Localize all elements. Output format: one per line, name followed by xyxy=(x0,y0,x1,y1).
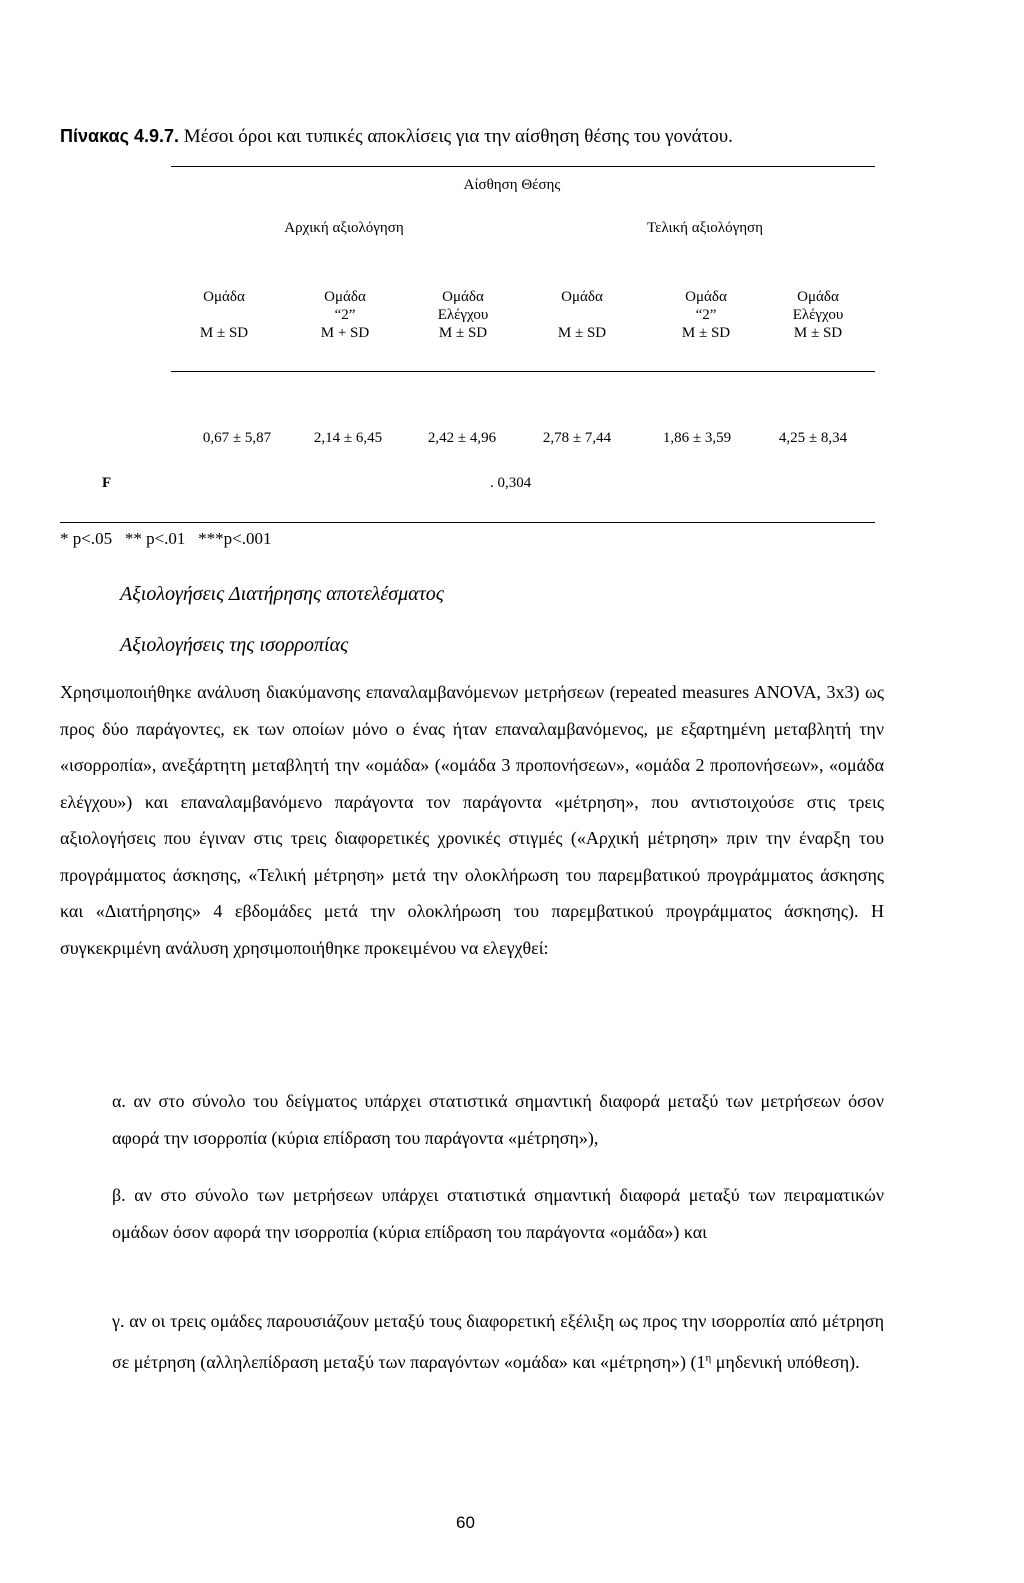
table-bottom-rule xyxy=(60,522,875,523)
column-header: Ομάδα “2” M ± SD xyxy=(681,289,731,341)
table-footnote: * p<.05 ** p<.01 ***p<.001 xyxy=(60,529,272,548)
list-item: β. αν στο σύνολο των μετρήσεων υπάρχει στατιστικά σημαντική διαφορά μεταξύ των πειραματικών ομάδων όσον αφορά την ισορροπία (κύρια επίδραση του παράγοντα «ομάδα») και xyxy=(112,1185,884,1242)
table-caption xyxy=(60,126,733,148)
table-cell: 1,86 ± 3,59 xyxy=(662,430,732,446)
table-caption-text: Μέσοι όροι και τυπικές αποκλίσεις για την αίσθηση θέσης του γονάτου. xyxy=(178,126,733,147)
page-number: 60 xyxy=(456,1513,475,1532)
table-cell: 2,14 ± 6,45 xyxy=(313,430,383,446)
column-header: Ομάδα “2” M + SD xyxy=(320,289,370,341)
f-value: . 0,304 xyxy=(490,475,532,491)
table-cell: 4,25 ± 8,34 xyxy=(778,430,848,446)
table-header-rule xyxy=(171,371,875,372)
column-header: Ομάδα M ± SD xyxy=(199,289,249,341)
table-cell: 0,67 ± 5,87 xyxy=(202,430,272,446)
group-header-initial: Αρχική αξιολόγηση xyxy=(284,220,404,236)
table-cell: 2,42 ± 4,96 xyxy=(427,430,497,446)
table-caption-label: Πίνακας 4.9.7. xyxy=(60,126,179,146)
column-header: Ομάδα Ελέγχου M ± SD xyxy=(437,289,489,341)
subsection-heading: Αξιολογήσεις της ισορροπίας xyxy=(120,634,349,656)
column-header: Ομάδα Ελέγχου M ± SD xyxy=(792,289,844,341)
f-label: F xyxy=(102,475,112,491)
column-header: Ομάδα M ± SD xyxy=(557,289,607,341)
table-cell: 2,78 ± 7,44 xyxy=(542,430,612,446)
list-item: α. αν στο σύνολο του δείγματος υπάρχει στατιστικά σημαντική διαφορά μεταξύ των μετρήσεων όσον αφορά την ισορροπία (κύρια επίδραση του παράγοντα «μέτρηση»), xyxy=(112,1091,884,1148)
table-super-header: Αίσθηση Θέσης xyxy=(463,177,561,193)
group-header-final: Τελική αξιολόγηση xyxy=(647,220,763,236)
section-heading: Αξιολογήσεις Διατήρησης αποτελέσματος xyxy=(120,583,444,605)
list-item: γ. αν οι τρεις ομάδες παρουσιάζουν μεταξύ τους διαφορετική εξέλιξη ως προς την ισορροπία από μέτρηση σε μέτρηση (αλληλεπίδραση μεταξύ των παραγόντων «ομάδα» και «μέτρηση») ($1^\eta$ μηδενική υπόθεση). xyxy=(112,1311,884,1372)
body-paragraph: Χρησιμοποιήθηκε ανάλυση διακύμανσης επαναλαμβανόμενων μετρήσεων (repeated measures ANOVA, 3x3) ως προς δύο παράγοντες, εκ των οποίων μόνο ο ένας ήταν επαναλαμβανόμενος, με εξαρτημένη μεταβλητή την «ισορροπία», ανεξάρτητη μεταβλητή την «ομάδα» («ομάδα 3 προπονήσεων», «ομάδα 2 προπονήσεων», «ομάδα ελέγχου») και επαναλαμβανόμενο παράγοντα τον παράγοντα «μέτρηση», που αντιστοιχούσε στις τρεις αξιολογήσεις που έγιναν στις τρεις διαφορετικές χρονικές στιγμές («Αρχική μέτρηση» πριν την έναρξη του προγράμματος άσκησης, «Τελική μέτρηση» μετά την ολοκλήρωση του παρεμβατικού προγράμματος άσκησης και «Διατήρησης» 4 εβδομάδες μετά την ολοκλήρωση του παρεμβατικού προγράμματος άσκησης). Η συγκεκριμένη ανάλυση χρησιμοποιήθηκε προκειμένου να ελεγχθεί: xyxy=(60,682,884,958)
table-top-rule xyxy=(171,166,875,167)
